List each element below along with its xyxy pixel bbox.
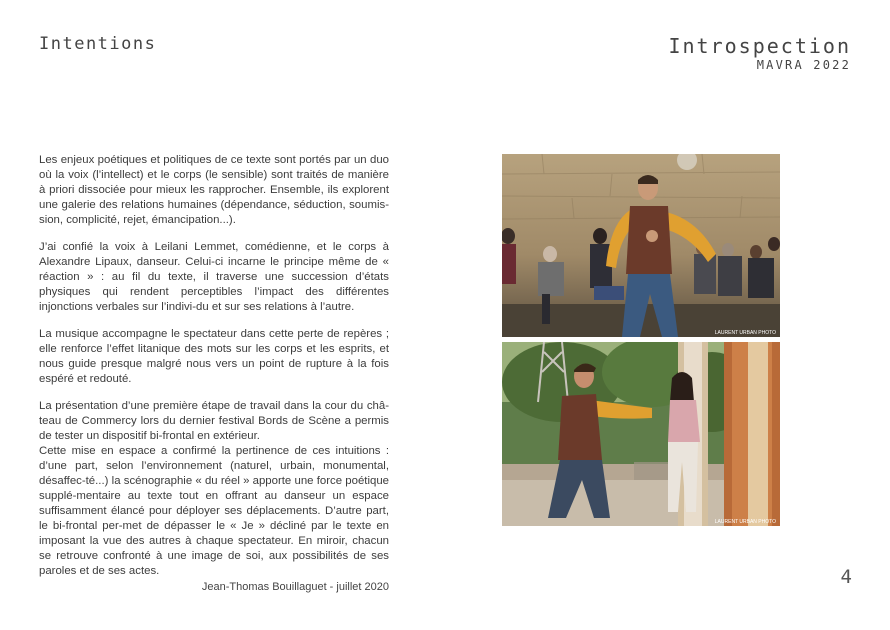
section-label: Intentions <box>39 34 157 54</box>
document-header <box>668 34 851 72</box>
paragraph: Cette mise en espace a confirmé la pertinence de ces intuitions : d’une part, selon l’environnement (naturel, urbain, monumental, désaffec-té...) la scénographie « du réel » apporte une force poétique supplé-mentaire au texte tout en offrant au danseur un espace suffisamment élancé pour déployer ses déplacements. D’autre part, le bi-frontal per-met de dépasser le « Je » décliné par le texte en imposant la vue des autres à chaque spectateur. En miroir, chacun se retrouve confronté à une image de soi, aux possibilités de ses paroles et de ses actes. <box>39 445 389 577</box>
document-subtitle: MAVRA 2022 <box>756 58 851 72</box>
body-text <box>39 153 389 591</box>
signature: Jean-Thomas Bouillaguet - juillet 2020 <box>201 581 389 593</box>
document-title: Introspection <box>668 34 851 58</box>
paragraph: J’ai confié la voix à Leilani Lemmet, comédienne, et le corps à Alexandre Lipaux, danseur. Celui-ci incarne le principe même de « réaction » : au fil du texte, il traverse une succession d’états physiques qui rendent perceptibles l’impact des différentes injonctions verbales sur l’indivi-du et sur ses relations à l’autre. <box>39 241 389 313</box>
photo-indoor-illustration <box>502 154 780 337</box>
photo-outdoor-illustration <box>502 342 780 526</box>
page-number: 4 <box>840 566 852 588</box>
photo-indoor-performance <box>502 154 780 337</box>
photo-credit: LAURENT URBAN PHOTO <box>714 519 776 525</box>
photo-credit: LAURENT URBAN PHOTO <box>714 330 776 336</box>
photo-outdoor-performance <box>502 342 780 526</box>
paragraph: Les enjeux poétiques et politiques de ce texte sont portés par un duo où la voix (l’intellect) et le corps (le sensible) sont traités de manière à priori dissociée pour mieux les rapprocher. Ensemble, ils explorent une galerie des relations humaines (dépendance, séduction, soumis-sion, complicité, rejet, émancipation...). <box>39 154 389 226</box>
paragraph: La présentation d’une première étape de travail dans la cour du châ-teau de Commercy lors du dernier festival Bords de Scène a permis de tester un dispositif bi-frontal en extérieur. <box>39 400 389 442</box>
paragraph: La musique accompagne le spectateur dans cette perte de repères ; elle renforce l’effet litanique des mots sur les corps et les esprits, et nous guide presque malgré nous vers un point de rupture à la fois espéré et redouté. <box>39 328 389 385</box>
